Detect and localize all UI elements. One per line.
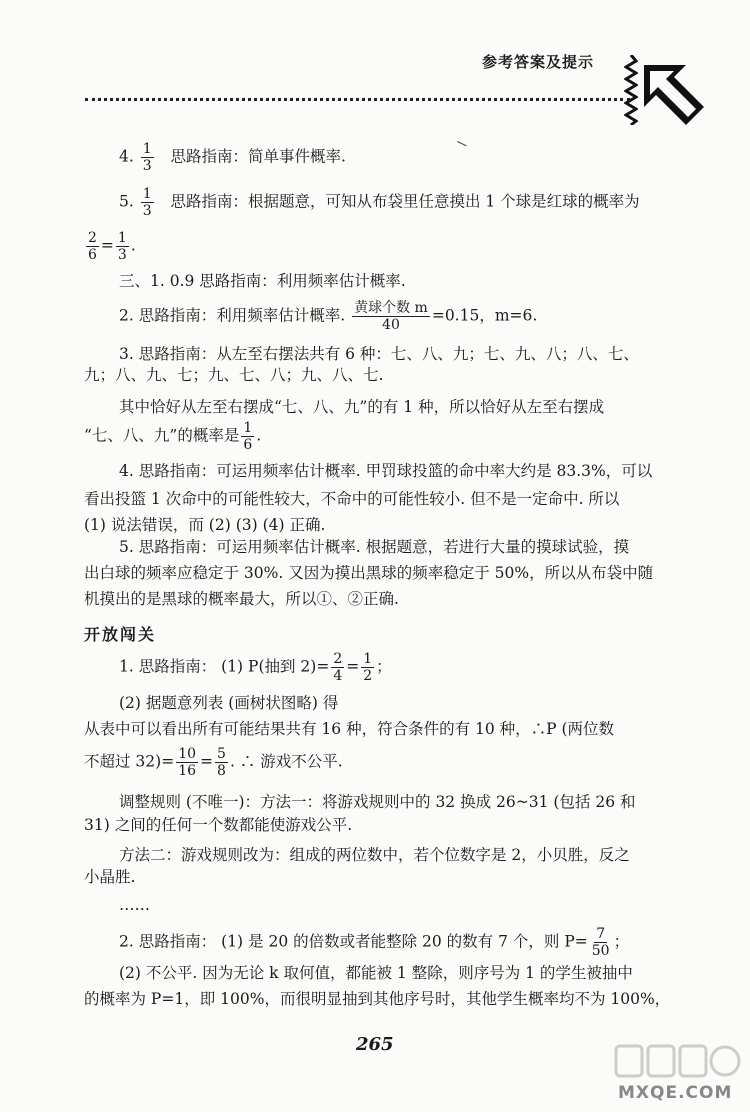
answer-line: 3. 思路指南：从左至右摆法共有 6 种：七、八、九；七、九、八；八、七、: [119, 345, 639, 363]
answer-line: 从表中可以看出所有可能结果共有 16 种，符合条件的有 10 种，∴P (两位数: [84, 720, 615, 738]
answer-line: (1) 说法错误，而 (2) (3) (4) 正确.: [84, 516, 326, 534]
fraction: $\frac{\text{黄球个数 m}}{40}$: [354, 300, 428, 333]
answer-line: $\frac{2}{6}$ = $\frac{1}{3}$ .: [88, 230, 136, 263]
answer-line: 不超过 32)= $\frac{10}{16}$ = $\frac{5}{8}$ . ∴ 游戏不公平.: [84, 746, 343, 779]
fraction: $\frac{1}{2}$: [363, 651, 373, 684]
answer-line: 机摸出的是黑球的概率最大，所以①、②正确.: [84, 590, 399, 608]
answer-line: 5. 思路指南：可运用频率估计概率. 根据题意，若进行大量的摸球试验，摸: [119, 538, 630, 556]
answer-line: 2. 思路指南： (1) 是 20 的倍数或者能整除 20 的数有 7 个，则 P= $\frac{7}{50}$ ；: [119, 926, 630, 959]
fraction: $\frac{1}{3}$: [142, 186, 152, 219]
ink-mark: [455, 141, 466, 150]
answer-line: 出白球的频率应稳定于 30%. 又因为摸出黑球的频率稳定于 50%，所以从布袋中随: [84, 564, 654, 582]
answer-line: 1. 思路指南： (1) P(抽到 2)= $\frac{2}{4}$ = $\frac{1}{2}$ ；: [119, 651, 392, 684]
answer-line: (2) 据题意列表 (画树状图略) 得: [119, 694, 339, 712]
answer-line: 4. $\frac{1}{3}$ 思路指南：简单事件概率.: [119, 141, 346, 174]
answer-line: 31) 之间的任何一个数都能使游戏公平.: [84, 816, 353, 834]
answer-line: 其中恰好从左至右摆成“七、八、九”的有 1 种，所以恰好从左至右摆成: [119, 398, 605, 416]
fraction: $\frac{7}{50}$: [591, 926, 610, 959]
ellipsis: ……: [119, 896, 150, 914]
answer-line: 看出投篮 1 次命中的可能性较大，不命中的可能性较小. 但不是一定命中. 所以: [84, 490, 620, 508]
answer-line: (2) 不公平. 因为无论 k 取何值，都能被 1 整除，则序号为 1 的学生被抽中: [119, 964, 633, 982]
answer-line: “七、八、九”的概率是 $\frac{1}{6}$ .: [84, 420, 262, 453]
header-title: 参考答案及提示: [482, 53, 595, 71]
answer-line: 方法二：游戏规则改为：组成的两位数中，若个位数字是 2，小贝胜，反之: [119, 846, 630, 864]
answer-line: 5. $\frac{1}{3}$ 思路指南：根据题意，可知从布袋里任意摸出 1 个球是红球的概率为: [119, 186, 640, 219]
answer-line: 调整规则 (不唯一)：方法一：将游戏规则中的 32 换成 26~31 (包括 26 和: [119, 793, 636, 811]
watermark-text: MXQE.COM: [618, 1083, 733, 1103]
fraction: $\frac{2}{6}$: [88, 230, 97, 263]
fraction: $\frac{1}{3}$: [142, 141, 152, 174]
answer-line: 小晶胜.: [84, 868, 136, 886]
fraction: $\frac{2}{4}$: [333, 651, 343, 684]
section-heading: 开放闯关: [84, 625, 157, 644]
arrow-icon: [636, 55, 708, 127]
fraction: $\frac{1}{3}$: [117, 230, 127, 263]
answer-line: 4. 思路指南：可运用频率估计概率. 甲罚球投篮的命中率大约是 83.3%，可以: [119, 462, 653, 480]
fraction: $\frac{1}{6}$: [243, 420, 253, 453]
answer-line: 2. 思路指南：利用频率估计概率. $\frac{\text{黄球个数 m}}{40}$ =0.15，m=6.: [119, 300, 538, 333]
answer-line: 三、1. 0.9 思路指南：利用频率估计概率.: [119, 272, 406, 290]
page-number: 265: [356, 1034, 394, 1055]
answer-line: 九；八、九、七；九、七、八；九、八、七.: [84, 366, 384, 384]
answer-line: 的概率为 P=1，即 100%，而很明显抽到其他序号时，其他学生概率均不为 100%，: [84, 990, 671, 1008]
fraction: $\frac{5}{8}$: [217, 746, 226, 779]
header-divider: [85, 98, 630, 101]
fraction: $\frac{10}{16}$: [178, 746, 197, 779]
